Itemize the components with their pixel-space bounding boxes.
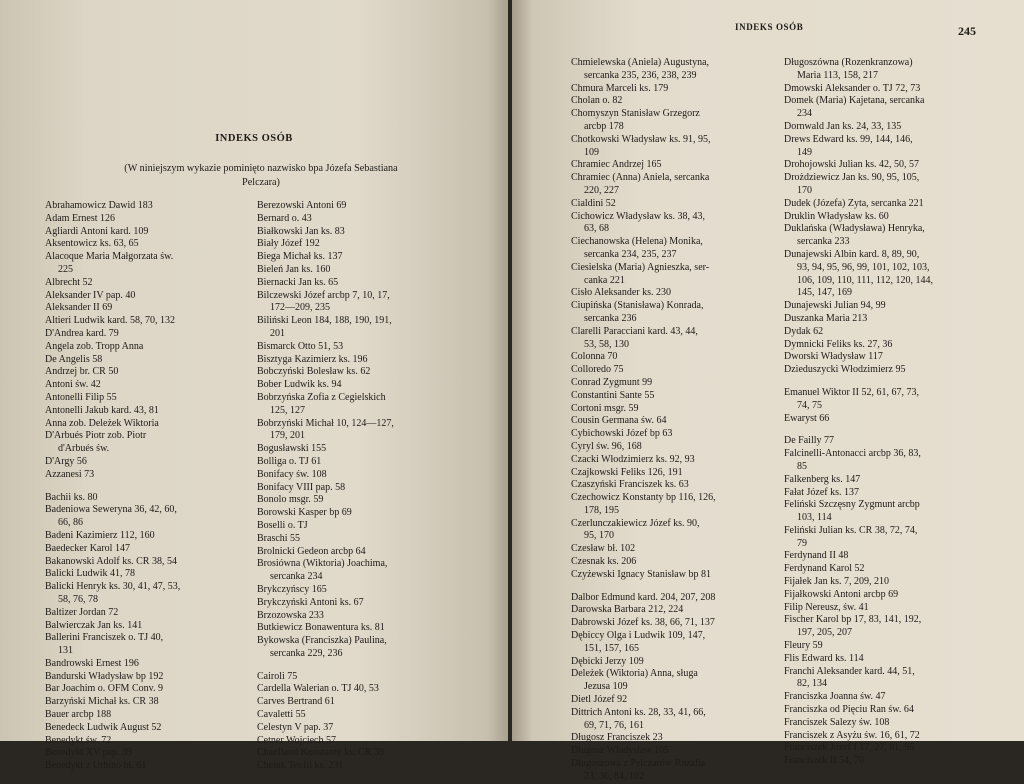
index-entry-continuation: 149 — [797, 146, 812, 158]
index-entry: Dittrich Antoni ks. 28, 33, 41, 66, — [571, 706, 706, 718]
index-entry: Białkowski Jan ks. 83 — [257, 225, 345, 237]
index-entry: Duszanka Maria 213 — [784, 312, 868, 324]
index-entry-continuation: 63, 68 — [584, 223, 609, 235]
index-entry-continuation: 131 — [58, 645, 73, 657]
index-entry: Domek (Maria) Kajetana, sercanka — [784, 95, 925, 107]
index-entry: Feliński Julian ks. CR 38, 72, 74, — [784, 524, 918, 536]
index-entry: Dębicki Jerzy 109 — [571, 655, 644, 667]
index-entry: Brolnicki Gedeon arcbp 64 — [257, 545, 366, 557]
index-entry: Czechowicz Konstanty bp 116, 126, — [571, 492, 716, 504]
index-entry-continuation: 85 — [797, 460, 807, 472]
index-entry: Bar Joachim o. OFM Conv. 9 — [45, 683, 163, 695]
index-entry: Bismarck Otto 51, 53 — [257, 340, 344, 352]
index-entry: Brosiówna (Wiktoria) Joachima, — [257, 558, 388, 570]
index-entry: Feliński Szczęsny Zygmunt arcbp — [784, 499, 920, 511]
index-entry: D'Arbués Piotr zob. Piotr — [45, 430, 147, 442]
index-entry: Dunajewski Julian 94, 99 — [784, 300, 886, 312]
index-entry: Ferdynand II 48 — [784, 550, 849, 562]
index-entry-continuation: 82, 134 — [797, 678, 827, 690]
index-entry: Ciechanowska (Helena) Monika, — [571, 236, 703, 248]
index-entry-continuation: Maria 113, 158, 217 — [797, 69, 879, 81]
index-column-1 — [45, 200, 180, 773]
index-entry: Chramiec (Anna) Aniela, sercanka — [571, 172, 710, 184]
index-entry: Bandrowski Ernest 196 — [45, 657, 139, 669]
index-entry: Dzieduszycki Włodzimierz 95 — [784, 364, 906, 376]
index-entry: Ferdynand Karol 52 — [784, 563, 865, 575]
index-entry: Fijałkowski Antoni arcbp 69 — [784, 588, 899, 600]
index-entry: Franciszka od Pięciu Ran św. 64 — [784, 704, 914, 716]
index-entry: Chomyszyn Stanisław Grzegorz — [571, 108, 700, 120]
index-entry: Aleksander II 69 — [45, 302, 113, 314]
index-entry: Agliardi Antoni kard. 109 — [45, 225, 149, 237]
index-entry: Bober Ludwik ks. 94 — [257, 379, 342, 391]
index-entry: Długoszówna (Rozenkranzowa) — [784, 57, 913, 68]
index-entry-continuation: 103, 114 — [797, 512, 832, 524]
index-entry: Dymnicki Feliks ks. 27, 36 — [784, 338, 893, 350]
index-entry: Antoni św. 42 — [45, 379, 101, 391]
index-entry: Brykczyńscy 165 — [257, 583, 327, 595]
index-entry: Braschi 55 — [257, 532, 301, 544]
index-entry: D'Argy 56 — [45, 455, 87, 467]
index-entry: Bobrzyński Michał 10, 124—127, — [257, 417, 394, 429]
index-entry: Ciesielska (Maria) Agnieszka, ser- — [571, 261, 710, 273]
index-entry: Bolliga o. TJ 61 — [257, 455, 322, 467]
index-entry: Czyżewski Ignacy Stanisław bp 81 — [571, 568, 711, 580]
index-entry: Cortoni msgr. 59 — [571, 402, 639, 414]
index-entry-continuation: 225 — [58, 263, 73, 275]
index-entry: Adam Ernest 126 — [45, 212, 115, 224]
index-entry: Franciszka Joanna św. 47 — [784, 691, 886, 703]
index-entry-continuation: sercanka 229, 236 — [270, 647, 343, 659]
index-entry: Franchi Aleksander kard. 44, 51, — [784, 665, 915, 677]
index-entry-continuation: 109 — [584, 146, 599, 158]
index-entry: Fijałek Jan ks. 7, 209, 210 — [784, 576, 889, 588]
index-entry: Drohojowski Julian ks. 42, 50, 57 — [784, 159, 919, 171]
index-entry: Deleżek (Wiktoria) Anna, sługa — [571, 668, 698, 680]
index-entry: Cyryl św. 96, 168 — [571, 440, 642, 452]
index-entry: Dmowski Aleksander o. TJ 72, 73 — [784, 82, 921, 94]
index-entry: Biały Józef 192 — [257, 238, 320, 250]
index-column-4 — [784, 57, 933, 768]
index-note-line1: (W niniejszym wykazie pominięto nazwisko bpa Józefa Sebastiana — [124, 163, 398, 174]
index-entry: Brykczyński Antoni ks. 67 — [257, 596, 364, 608]
index-entry: Antonelli Jakub kard. 43, 81 — [45, 404, 159, 416]
index-entry-continuation: 58, 76, 78 — [58, 593, 98, 605]
index-entry: Cybichowski Józef bp 63 — [571, 428, 673, 440]
index-entry-continuation: 201 — [270, 327, 285, 339]
left-page — [0, 0, 508, 772]
index-entry-continuation: 95, 170 — [584, 530, 614, 542]
index-note — [46, 162, 476, 190]
index-entry: Baedecker Karol 147 — [45, 542, 130, 554]
index-entry: Filip Nereusz, św. 41 — [784, 601, 869, 613]
index-entry: Dydak 62 — [784, 325, 824, 337]
index-entry-continuation: 125, 127 — [270, 404, 305, 416]
letter-section-gap — [784, 425, 933, 435]
index-entry: Alacoque Maria Małgorzata św. — [45, 251, 174, 263]
index-entry: Czacki Włodzimierz ks. 92, 93 — [571, 453, 695, 465]
index-entry: Berezowski Antoni 69 — [257, 200, 347, 211]
index-entry: Cisło Aleksander ks. 230 — [571, 287, 671, 299]
index-entry: Długosz Franciszek 23 — [571, 732, 663, 744]
index-entry: Biliński Leon 184, 188, 190, 191, — [257, 315, 392, 327]
index-entry: Andrzej br. CR 50 — [45, 366, 119, 378]
index-entry-continuation: 172—209, 235 — [270, 302, 330, 314]
index-entry: Druklin Władysław ks. 60 — [784, 210, 889, 222]
index-entry: Czajkowski Feliks 126, 191 — [571, 466, 683, 478]
index-entry: Drews Edward ks. 99, 144, 146, — [784, 133, 913, 145]
index-entry: Fischer Karol bp 17, 83, 141, 192, — [784, 614, 922, 626]
index-entry: Cialdini 52 — [571, 197, 616, 209]
index-entry-continuation: 66, 86 — [58, 517, 83, 529]
index-entry: Angela zob. Tropp Anna — [45, 340, 144, 352]
index-entry: Ewaryst 66 — [784, 412, 830, 424]
index-entry: Altieri Ludwik kard. 58, 70, 132 — [45, 315, 175, 327]
index-column-2 — [257, 200, 394, 773]
index-entry-continuation: sercanka 236 — [584, 312, 637, 324]
index-entry: Balicki Henryk ks. 30, 41, 47, 53, — [45, 581, 181, 593]
index-entry: Bachii ks. 80 — [45, 491, 98, 503]
index-entry: Czaszyński Franciszek ks. 63 — [571, 479, 689, 491]
index-entry: Balwierczak Jan ks. 141 — [45, 619, 143, 631]
index-entry: Celestyn V pap. 37 — [257, 721, 334, 733]
index-entry: Fleury 59 — [784, 640, 823, 652]
index-entry-continuation: sercanka 233 — [797, 236, 850, 248]
index-entry: Długosz Władysław 105 — [571, 745, 670, 757]
index-entry: Bonifacy św. 108 — [257, 468, 327, 480]
index-entry: Chmielewska (Aniela) Augustyna, — [571, 57, 710, 68]
letter-section-gap — [257, 661, 394, 671]
index-note-line2: Pelczara) — [242, 177, 280, 188]
index-entry: Ciupińska (Stanisława) Konrada, — [571, 300, 704, 312]
index-entry: Benedykt XV pap. 39 — [45, 747, 133, 759]
index-entry: Barzyński Michał ks. CR 38 — [45, 696, 159, 708]
index-entry: Chanlland Konstanty ks. CR 39 — [257, 747, 384, 759]
index-entry-continuation: sercanka 235, 236, 238, 239 — [584, 69, 697, 81]
index-entry-continuation: canka 221 — [584, 274, 625, 286]
index-entry: Czesław bł. 102 — [571, 543, 636, 555]
index-entry: Cavaletti 55 — [257, 709, 306, 721]
index-entry: Benedykt św. 72 — [45, 734, 112, 746]
index-entry: Czerlunczakiewicz Józef ks. 90, — [571, 517, 700, 529]
index-entry: Czesnak ks. 206 — [571, 556, 637, 568]
index-entry-continuation: 93, 94, 95, 96, 99, 101, 102, 103, — [797, 261, 930, 273]
index-entry-continuation: 23, 36, 84, 102 — [584, 770, 644, 782]
index-entry-continuation: 234 — [797, 108, 812, 120]
index-entry: Albrecht 52 — [45, 276, 93, 288]
index-entry: Dębiccy Olga i Ludwik 109, 147, — [571, 630, 706, 642]
index-entry: Conrad Zygmunt 99 — [571, 376, 653, 388]
index-entry-continuation: arcbp 178 — [584, 120, 624, 132]
index-entry: Dabrowski Józef ks. 38, 66, 71, 137 — [571, 617, 715, 629]
letter-section-gap — [45, 482, 180, 492]
bleed-through-text — [80, 28, 470, 112]
index-entry: Falkenberg ks. 147 — [784, 473, 861, 485]
letter-section-gap — [571, 582, 716, 592]
index-entry: Bilczewski Józef arcbp 7, 10, 17, — [257, 289, 390, 301]
index-entry: Badeni Kazimierz 112, 160 — [45, 529, 155, 541]
index-entry: Aksentowicz ks. 63, 65 — [45, 238, 139, 250]
index-entry: Clarelli Paracciani kard. 43, 44, — [571, 325, 698, 337]
index-column-3 — [571, 57, 716, 784]
index-entry: Aleksander IV pap. 40 — [45, 289, 136, 301]
index-entry: Ballerini Franciszek o. TJ 40, — [45, 632, 164, 644]
index-entry-continuation: 179, 201 — [270, 430, 305, 442]
index-entry: Bieleń Jan ks. 160 — [257, 263, 331, 275]
index-entry: Benedykt z Urbino bł. 61 — [45, 760, 147, 772]
index-entry-continuation: 170 — [797, 184, 812, 196]
index-entry: Chramiec Andrzej 165 — [571, 159, 662, 171]
index-entry: Franciszek z Asyżu św. 16, 61, 72 — [784, 729, 920, 741]
index-entry: Emanuel Wiktor II 52, 61, 67, 73, — [784, 386, 919, 398]
index-entry: Azzanesi 73 — [45, 468, 95, 480]
index-entry: Cairoli 75 — [257, 670, 298, 682]
index-entry: Drożdziewicz Jan ks. 90, 95, 105, — [784, 172, 920, 184]
index-entry: Colloredo 75 — [571, 364, 624, 376]
index-entry: Bobrzyńska Zofia z Cegielskich — [257, 391, 386, 403]
index-entry-continuation: 79 — [797, 537, 807, 549]
index-entry: Anna zob. Deleżek Wiktoria — [45, 417, 159, 429]
index-entry: Baltizer Jordan 72 — [45, 606, 119, 618]
index-entry: Cheiuk Teofil ks. 231 — [257, 760, 344, 772]
index-entry: Bakanowski Adolf ks. CR 38, 54 — [45, 555, 177, 567]
index-entry: Darowska Barbara 212, 224 — [571, 604, 684, 616]
index-entry: Dalbor Edmund kard. 204, 207, 208 — [571, 591, 716, 603]
index-entry: Bandurski Władysław bp 192 — [45, 670, 164, 682]
index-entry: Chotkowski Władysław ks. 91, 95, — [571, 133, 711, 145]
index-entry: Chmura Marceli ks. 179 — [571, 82, 669, 94]
index-entry: Borowski Kasper bp 69 — [257, 507, 352, 519]
index-entry: Dworski Władysław 117 — [784, 351, 883, 363]
index-entry: Carves Bertrand 61 — [257, 696, 335, 708]
index-entry: Franciszek Salezy św. 108 — [784, 716, 890, 728]
index-entry: Butkiewicz Bonawentura ks. 81 — [257, 622, 385, 634]
index-entry: Cholan o. 82 — [571, 95, 623, 107]
index-entry: Bobczyński Bolesław ks. 62 — [257, 366, 371, 378]
index-entry-continuation: 197, 205, 207 — [797, 627, 852, 639]
index-entry: Cardella Walerian o. TJ 40, 53 — [257, 683, 379, 695]
index-entry: Długoszowa z Pelczarów Rozalia — [571, 758, 706, 770]
index-entry-continuation: 145, 147, 169 — [797, 287, 852, 299]
index-entry: Benedeck Ludwik August 52 — [45, 721, 162, 733]
index-entry: Bernard o. 43 — [257, 212, 312, 224]
index-entry-continuation: 69, 71, 76, 161 — [584, 719, 644, 731]
index-entry-continuation: 151, 157, 165 — [584, 642, 639, 654]
index-entry: Antonelli Filip 55 — [45, 391, 117, 403]
index-entry: Cousin Germana św. 64 — [571, 415, 667, 427]
index-entry: Dornwald Jan ks. 24, 33, 135 — [784, 120, 902, 132]
index-entry: Balicki Ludwik 41, 78 — [45, 568, 135, 580]
index-entry: Bogusławski 155 — [257, 443, 327, 455]
index-entry: Bonifacy VIII pap. 58 — [257, 481, 346, 493]
index-entry: Badeniowa Seweryna 36, 42, 60, — [45, 504, 177, 516]
index-entry: Duklańska (Władysława) Henryka, — [784, 223, 925, 235]
index-entry: Bisztyga Kazimierz ks. 196 — [257, 353, 368, 365]
index-entry: Franciszek II 54, 70 — [784, 755, 864, 767]
index-entry: Brzozowska 233 — [257, 609, 324, 621]
index-entry: De Failly 77 — [784, 435, 834, 447]
index-entry: Cetner Wojciech 57 — [257, 734, 336, 746]
index-entry-continuation: sercanka 234, 235, 237 — [584, 248, 677, 260]
index-entry: Bykowska (Franciszka) Paulina, — [257, 635, 387, 647]
index-entry-continuation: 74, 75 — [797, 399, 822, 411]
page-number: 245 — [958, 24, 976, 38]
index-entry: Biernacki Jan ks. 65 — [257, 276, 339, 288]
index-entry: Biega Michał ks. 137 — [257, 251, 343, 263]
index-entry: De Angelis 58 — [45, 353, 103, 365]
letter-section-gap — [784, 377, 933, 387]
index-entry-continuation: d'Arbués św. — [58, 443, 110, 455]
index-entry-continuation: 220, 227 — [584, 184, 619, 196]
index-entry: Colonna 70 — [571, 351, 618, 363]
index-entry: Constantini Sante 55 — [571, 389, 655, 401]
index-entry-continuation: 53, 58, 130 — [584, 338, 629, 350]
index-entry: Bauer arcbp 188 — [45, 709, 112, 721]
index-entry: Flis Edward ks. 114 — [784, 652, 864, 664]
index-entry-continuation: 178, 195 — [584, 504, 619, 516]
index-entry: Dietl Józef 92 — [571, 694, 628, 706]
index-entry: Dunajewski Albin kard. 8, 89, 90, — [784, 248, 920, 260]
index-entry-continuation: 106, 109, 110, 111, 112, 120, 144, — [797, 274, 934, 286]
index-entry-continuation: sercanka 234 — [270, 571, 323, 583]
index-entry: Boselli o. TJ — [257, 519, 308, 531]
index-entry-continuation: Jezusa 109 — [584, 681, 628, 693]
index-entry: Franciszek Józef I 17, 27, 81, 95 — [784, 742, 915, 754]
index-entry: Dudek (Józefa) Zyta, sercanka 221 — [784, 197, 924, 209]
index-entry: Fałat Józef ks. 137 — [784, 486, 859, 498]
index-entry: D'Andrea kard. 79 — [45, 327, 119, 339]
index-entry: Abrahamowicz Dawid 183 — [45, 200, 153, 211]
running-header: INDEKS OSÓB — [735, 22, 804, 32]
index-title: INDEKS OSÓB — [215, 133, 293, 144]
index-entry: Cichowicz Władysław ks. 38, 43, — [571, 210, 705, 222]
index-entry: Bonolo msgr. 59 — [257, 494, 324, 506]
index-entry: Falcinelli-Antonacci arcbp 36, 83, — [784, 448, 921, 460]
